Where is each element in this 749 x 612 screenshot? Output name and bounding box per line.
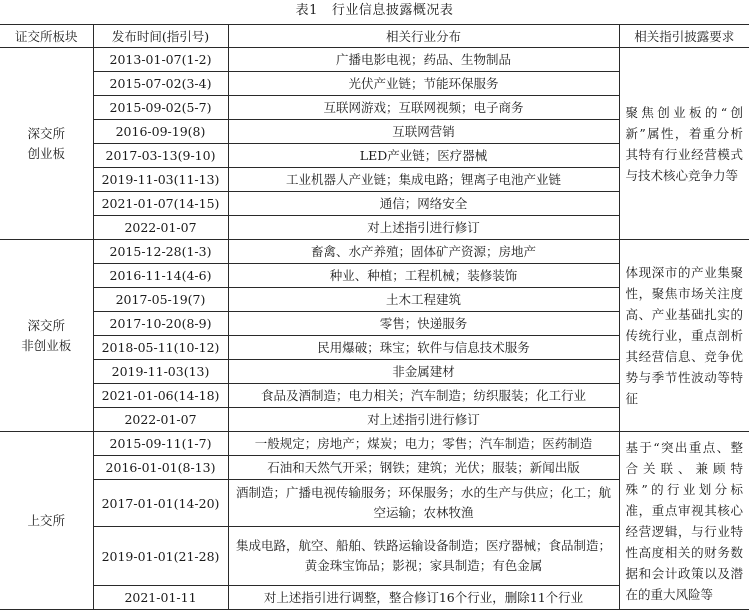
industries-cell: 互联网游戏；互联网视频；电子商务: [228, 96, 619, 120]
exchange-cell: 深交所 创业板: [0, 48, 93, 240]
date-cell: 2015-12-28(1-3): [93, 240, 228, 264]
date-cell: 2019-01-01(21-28): [93, 527, 228, 586]
date-cell: 2019-11-03(13): [93, 360, 228, 384]
date-cell: 2021-01-11: [93, 586, 228, 610]
industries-cell: 对上述指引进行修订: [228, 408, 619, 432]
table-row: [0, 48, 749, 72]
header-industries: 相关行业分布: [228, 25, 619, 48]
date-cell: 2013-01-07(1-2): [93, 48, 228, 72]
table-title: 行业信息披露概况表: [331, 3, 454, 18]
date-cell: 2015-07-02(3-4): [93, 72, 228, 96]
table-row: [0, 432, 749, 456]
date-cell: 2019-11-03(11-13): [93, 168, 228, 192]
industries-cell: 互联网营销: [228, 120, 619, 144]
requirement-cell: 聚焦创业板的“创新”属性，着重分析其特有行业经营模式与技术核心竞争力等: [619, 48, 749, 240]
industries-cell: 对上述指引进行调整，整合修订16个行业，删除11个行业: [228, 586, 619, 610]
industries-cell: 一般规定；房地产；煤炭；电力；零售；汽车制造；医药制造: [228, 432, 619, 456]
date-cell: 2015-09-11(1-7): [93, 432, 228, 456]
date-cell: 2021-01-07(14-15): [93, 192, 228, 216]
date-cell: 2018-05-11(10-12): [93, 336, 228, 360]
industries-cell: 光伏产业链；节能环保服务: [228, 72, 619, 96]
date-cell: 2016-01-01(8-13): [93, 456, 228, 480]
date-cell: 2017-03-13(9-10): [93, 144, 228, 168]
requirement-cell: 体现深市的产业集聚性，聚焦市场关注度高、产业基础扎实的传统行业，重点剖析其经营信息、竞争优势与季节性波动等特征: [619, 240, 749, 432]
industries-cell: 酒制造；广播电视传输服务；环保服务；水的生产与供应；化工；航空运输；农林牧渔: [228, 480, 619, 527]
table-caption: [0, 0, 749, 22]
header-exchange: 证交所板块: [0, 25, 93, 48]
date-cell: 2016-09-19(8): [93, 120, 228, 144]
industry-disclosure-table: [0, 24, 749, 610]
industries-cell: 畜禽、水产养殖；固体矿产资源；房地产: [228, 240, 619, 264]
industries-cell: 通信；网络安全: [228, 192, 619, 216]
date-cell: 2015-09-02(5-7): [93, 96, 228, 120]
industries-cell: 广播电影电视；药品、生物制品: [228, 48, 619, 72]
exchange-cell: 深交所 非创业板: [0, 240, 93, 432]
industries-cell: 种业、种植；工程机械；装修装饰: [228, 264, 619, 288]
industries-cell: 土木工程建筑: [228, 288, 619, 312]
header-requirements: 相关指引披露要求: [619, 25, 749, 48]
industries-cell: 非金属建材: [228, 360, 619, 384]
date-cell: 2022-01-07: [93, 216, 228, 240]
industries-cell: 石油和天然气开采；钢铁；建筑；光伏；服装；新闻出版: [228, 456, 619, 480]
industries-cell: 零售；快递服务: [228, 312, 619, 336]
date-cell: 2021-01-06(14-18): [93, 384, 228, 408]
date-cell: 2017-01-01(14-20): [93, 480, 228, 527]
requirement-cell: 基于“突出重点、整合关联、兼顾特殊”的行业划分标准，重点审视其核心经营逻辑，与行业特性高度相关的财务数据和会计政策以及潜在的重大风险等: [619, 432, 749, 610]
industries-cell: 集成电路，航空、船舶、铁路运输设备制造；医疗器械；食品制造；黄金珠宝饰品；影视；家具制造；有色金属: [228, 527, 619, 586]
industries-cell: 工业机器人产业链；集成电路；锂离子电池产业链: [228, 168, 619, 192]
table-row: [0, 240, 749, 264]
header-row: [0, 25, 749, 48]
date-cell: 2017-05-19(7): [93, 288, 228, 312]
date-cell: 2017-10-20(8-9): [93, 312, 228, 336]
table-number: 表1: [295, 3, 318, 18]
exchange-cell: 上交所: [0, 432, 93, 610]
header-date: 发布时间(指引号): [93, 25, 228, 48]
industries-cell: LED产业链；医疗器械: [228, 144, 619, 168]
date-cell: 2016-11-14(4-6): [93, 264, 228, 288]
industries-cell: 民用爆破；珠宝；软件与信息技术服务: [228, 336, 619, 360]
industries-cell: 食品及酒制造；电力相关；汽车制造；纺织服装；化工行业: [228, 384, 619, 408]
date-cell: 2022-01-07: [93, 408, 228, 432]
industries-cell: 对上述指引进行修订: [228, 216, 619, 240]
